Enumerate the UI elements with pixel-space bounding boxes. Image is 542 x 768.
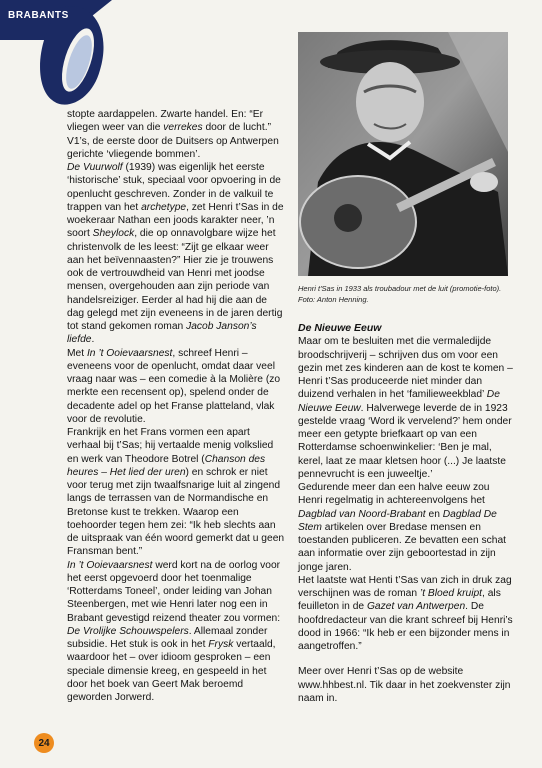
text-run: Met: [67, 347, 87, 359]
italic-run: Dagblad van Noord-Brabant: [298, 508, 426, 520]
paragraph: [298, 335, 514, 481]
text-run: Het laatste wat Henti t’Sas van zich in druk zag verschijnen was de roman: [298, 574, 512, 599]
spacer: [298, 653, 514, 665]
text-run: stopte aardappelen. Zwarte handel. En: “Er vliegen weer van die: [67, 109, 264, 134]
text-run: Frankrijk en het Frans vormen een apart verhaal bij t’Sas; hij vertaalde menig volkslied en werk van Theodore Botrel (: [67, 427, 274, 465]
text-run: , als feuilleton in de: [298, 588, 501, 613]
text-run: artikelen over Bredase mensen en toestanden publiceren. Ze bevatten een schat aan informatie over zijn geboortestad in zijn jonge jaren.: [298, 521, 506, 573]
text-run: .: [91, 334, 95, 346]
text-run: werd kort na de oorlog voor het eerst opgevoerd door het toenmalige ‘Rotterdams Toneel’, onder leiding van Johan Steenbergen, met wie Henri later nog een in Brabant gevestigd reizend theater zou vormen:: [67, 559, 281, 624]
paragraph: [67, 426, 285, 559]
paragraph: [298, 665, 514, 705]
italic-run: ’t Bloed kruipt: [419, 588, 483, 599]
photo-caption: Henri t'Sas in 1933 als troubadour met de luit (promotie-foto). Foto: Anton Henning.: [298, 284, 502, 304]
text-run: (1939) was eigenlijk het eerste ‘historische’ stuk, speciaal voor opvoering in de openlucht geschreven. Zonder in de valkuil te trappen van het: [67, 162, 281, 213]
italic-run: De Vuurwolf: [67, 162, 123, 173]
left-column: [67, 108, 285, 704]
italic-run: Sheylock: [92, 228, 135, 240]
text-run: en: [425, 508, 443, 520]
paragraph: [67, 347, 285, 427]
italic-run: verrekes: [163, 122, 203, 134]
text-run: ) en schrok er niet voor terug met zijn twaalfsnarige luit al zingend langs de terrassen van de Normandische en Bretonse kust te trekken. Waarop een toehoorder tegen hem zei: “Ik heb slechts aan de uitspraak van één woord gemerkt dat u geen Fransman bent.”: [67, 466, 285, 558]
section-title: BRABANTS: [8, 10, 69, 21]
paragraph: [67, 559, 285, 705]
text-run: vertaald, waardoor het – over idioom gesproken – een speciale dimensie kreeg, en gespeeld in het door het boek van Geert Mak beroemd geworden Jorwerd.: [67, 639, 276, 703]
paragraph: [298, 574, 514, 654]
paragraph: [67, 108, 285, 161]
section-heading: De Nieuwe Eeuw: [298, 322, 382, 334]
italic-run: archetype: [141, 201, 187, 213]
italic-run: Jacob Janson’s liefde: [67, 321, 257, 346]
italic-run: In ’t Ooievaarsnest: [86, 347, 173, 359]
text-run: door de lucht.” V1’s, de eerste door de Duitsers op Antwerpen gerichte ‘vliegende bommen’.: [67, 122, 279, 160]
italic-run: Gazet van Antwerpen: [366, 601, 466, 613]
text-run: Gedurende meer dan een halve eeuw zou Henri regelmatig in achtereenvolgens het: [298, 482, 490, 507]
italic-run: Chanson des heures – Het lied der uren: [67, 453, 266, 478]
text-run: . Allemaal zonder subsidie. Het stuk is ook in het: [67, 625, 268, 650]
italic-run: De Vrolijke Schouwspelers: [67, 625, 189, 637]
text-run: , schreef Henri – eveneens voor de openlucht, omdat daar veel vraag naar was – een comedie à la Molière (zo merkte een recensent op), spelend onder de decadente adel op het Franse platteland, vlak voor de revolutie.: [67, 347, 281, 425]
italic-run: Frysk: [208, 639, 234, 650]
text-run: . De hoofdredacteur van die krant schreef bij Henri’s dood in 1966: “Ik heb er een bijzonder mens in aangetroffen.”: [298, 601, 513, 652]
text-run: . Halverwege leverde de in 1923 gestelde vraag ‘Word ik vervelend?’ hem onder meer een getypte briefkaart op van een Rotterdamse schoenwinkelier: ‘Ben je mal, kerel, laat ze maar kletsen hoor (...) Je laatste pennevrucht is een juweeltje.’: [298, 402, 512, 480]
paragraph: [67, 161, 285, 347]
page-number: 24: [34, 733, 54, 753]
right-column: [298, 322, 514, 705]
paragraph: [298, 481, 514, 574]
italic-run: Dagblad De Stem: [298, 508, 497, 533]
italic-run: In ’t Ooievaarsnest: [67, 559, 153, 571]
text-run: , die op onnavolgbare wijze het christenvolk de les leest: “Zijt ge elkaar weer aan het beïvennaasten?” Hier zie je trouwens ook de vertrouwdheid van Henri met joodse mensen, overgehouden aan zijn periode van handelsreiziger. Eerder al had hij die aan de dag gelegd met zijn eveneens in de jaren dertig tot stand gekomen roman: [67, 228, 283, 332]
text-run: Maar om te besluiten met die vermaledijde broodschrijverij – schrijven dus om voor een gezin met zes kinderen aan de kost te komen – Henri t’Sas produceerde niet minder dan duizend verhalen in het ‘familieweekblad’: [298, 336, 513, 401]
text-run: , zet Henri t’Sas in de woekeraar Nathan een joods karakter neer, ’n soort: [67, 201, 284, 240]
text-run: Meer over Henri t’Sas op de website www.hhbest.nl. Tik daar in het zoekvenster zijn naam in.: [298, 666, 511, 704]
troubadour-photo: [298, 32, 508, 276]
italic-run: De Nieuwe Eeuw: [298, 389, 500, 414]
